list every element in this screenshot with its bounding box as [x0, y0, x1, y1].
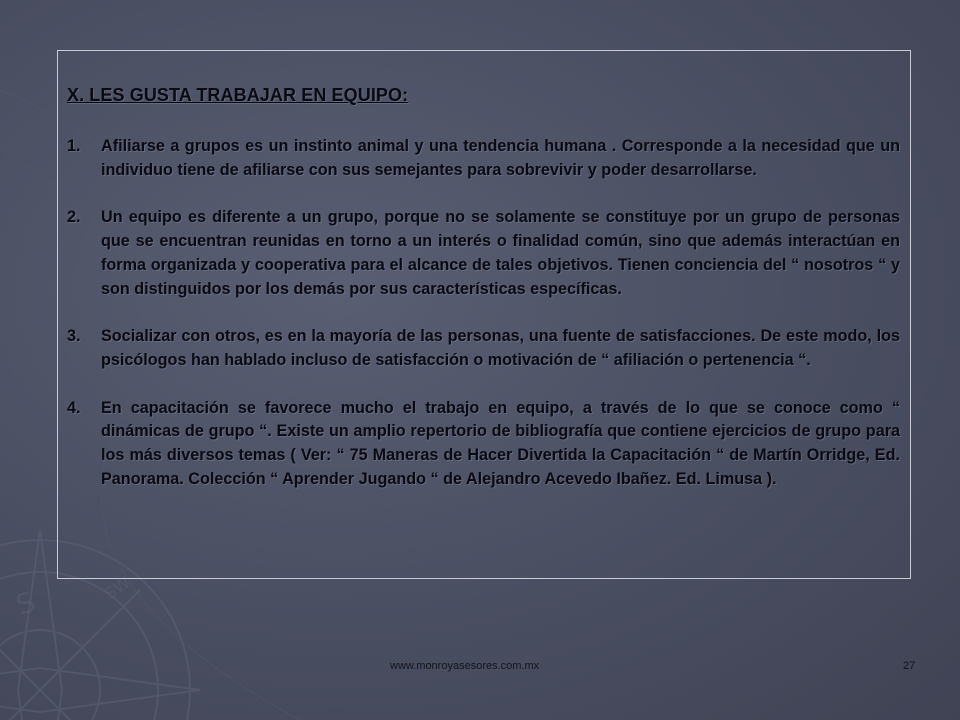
slide-content [57, 50, 911, 579]
footer-url: www.monroyasesores.com.mx [390, 660, 540, 672]
slide-heading: X. LES GUSTA TRABAJAR EN EQUIPO: [67, 85, 409, 105]
item-text: Socializar con otros, es en la mayoría de las personas, una fuente de satisfacciones. De este modo, los psicólogos han hablado incluso de satisfacción o motivación de “ afiliación o pertenencia “. [101, 327, 900, 369]
list-item [67, 135, 900, 182]
item-number: 2. [67, 208, 81, 227]
point-list [67, 135, 900, 491]
list-item [67, 325, 900, 372]
page-number: 27 [903, 660, 916, 672]
item-text: Un equipo es diferente a un grupo, porque no se solamente se constituye por un grupo de personas que se encuentran reunidas en torno a un interés o finalidad común, sino que además interactúan en forma organizada y cooperativa para el alcance de tales objetivos. Tienen conciencia del “ nosotros “ y son distinguidos por los demás por sus características específicas. [101, 208, 900, 298]
list-item [67, 206, 900, 301]
item-text: Afiliarse a grupos es un instinto animal y una tendencia humana . Corresponde a la necesidad que un individuo tiene de afiliarse con sus semejantes para sobrevivir y poder desarrollarse. [101, 137, 900, 179]
item-number: 1. [67, 137, 81, 155]
item-number: 3. [67, 327, 81, 346]
list-item [67, 397, 900, 492]
svg-text:S: S [11, 584, 40, 622]
item-number: 4. [67, 398, 81, 417]
svg-text:SW: SW [101, 572, 134, 604]
item-text: En capacitación se favorece mucho el trabajo en equipo, a través de lo que se conoce como “ dinámicas de grupo “. Existe un amplio repertorio de bibliografía que contiene ejercicios de grupo para los más diversos temas ( Ver: “ 75 Maneras de Hacer Divertida la Capacitación “ de Martín Orridge, Ed. Panorama. Colección “ Aprender Jugando “ de Alejandro Acevedo Ibañez. Ed. Limusa ). [101, 398, 900, 488]
